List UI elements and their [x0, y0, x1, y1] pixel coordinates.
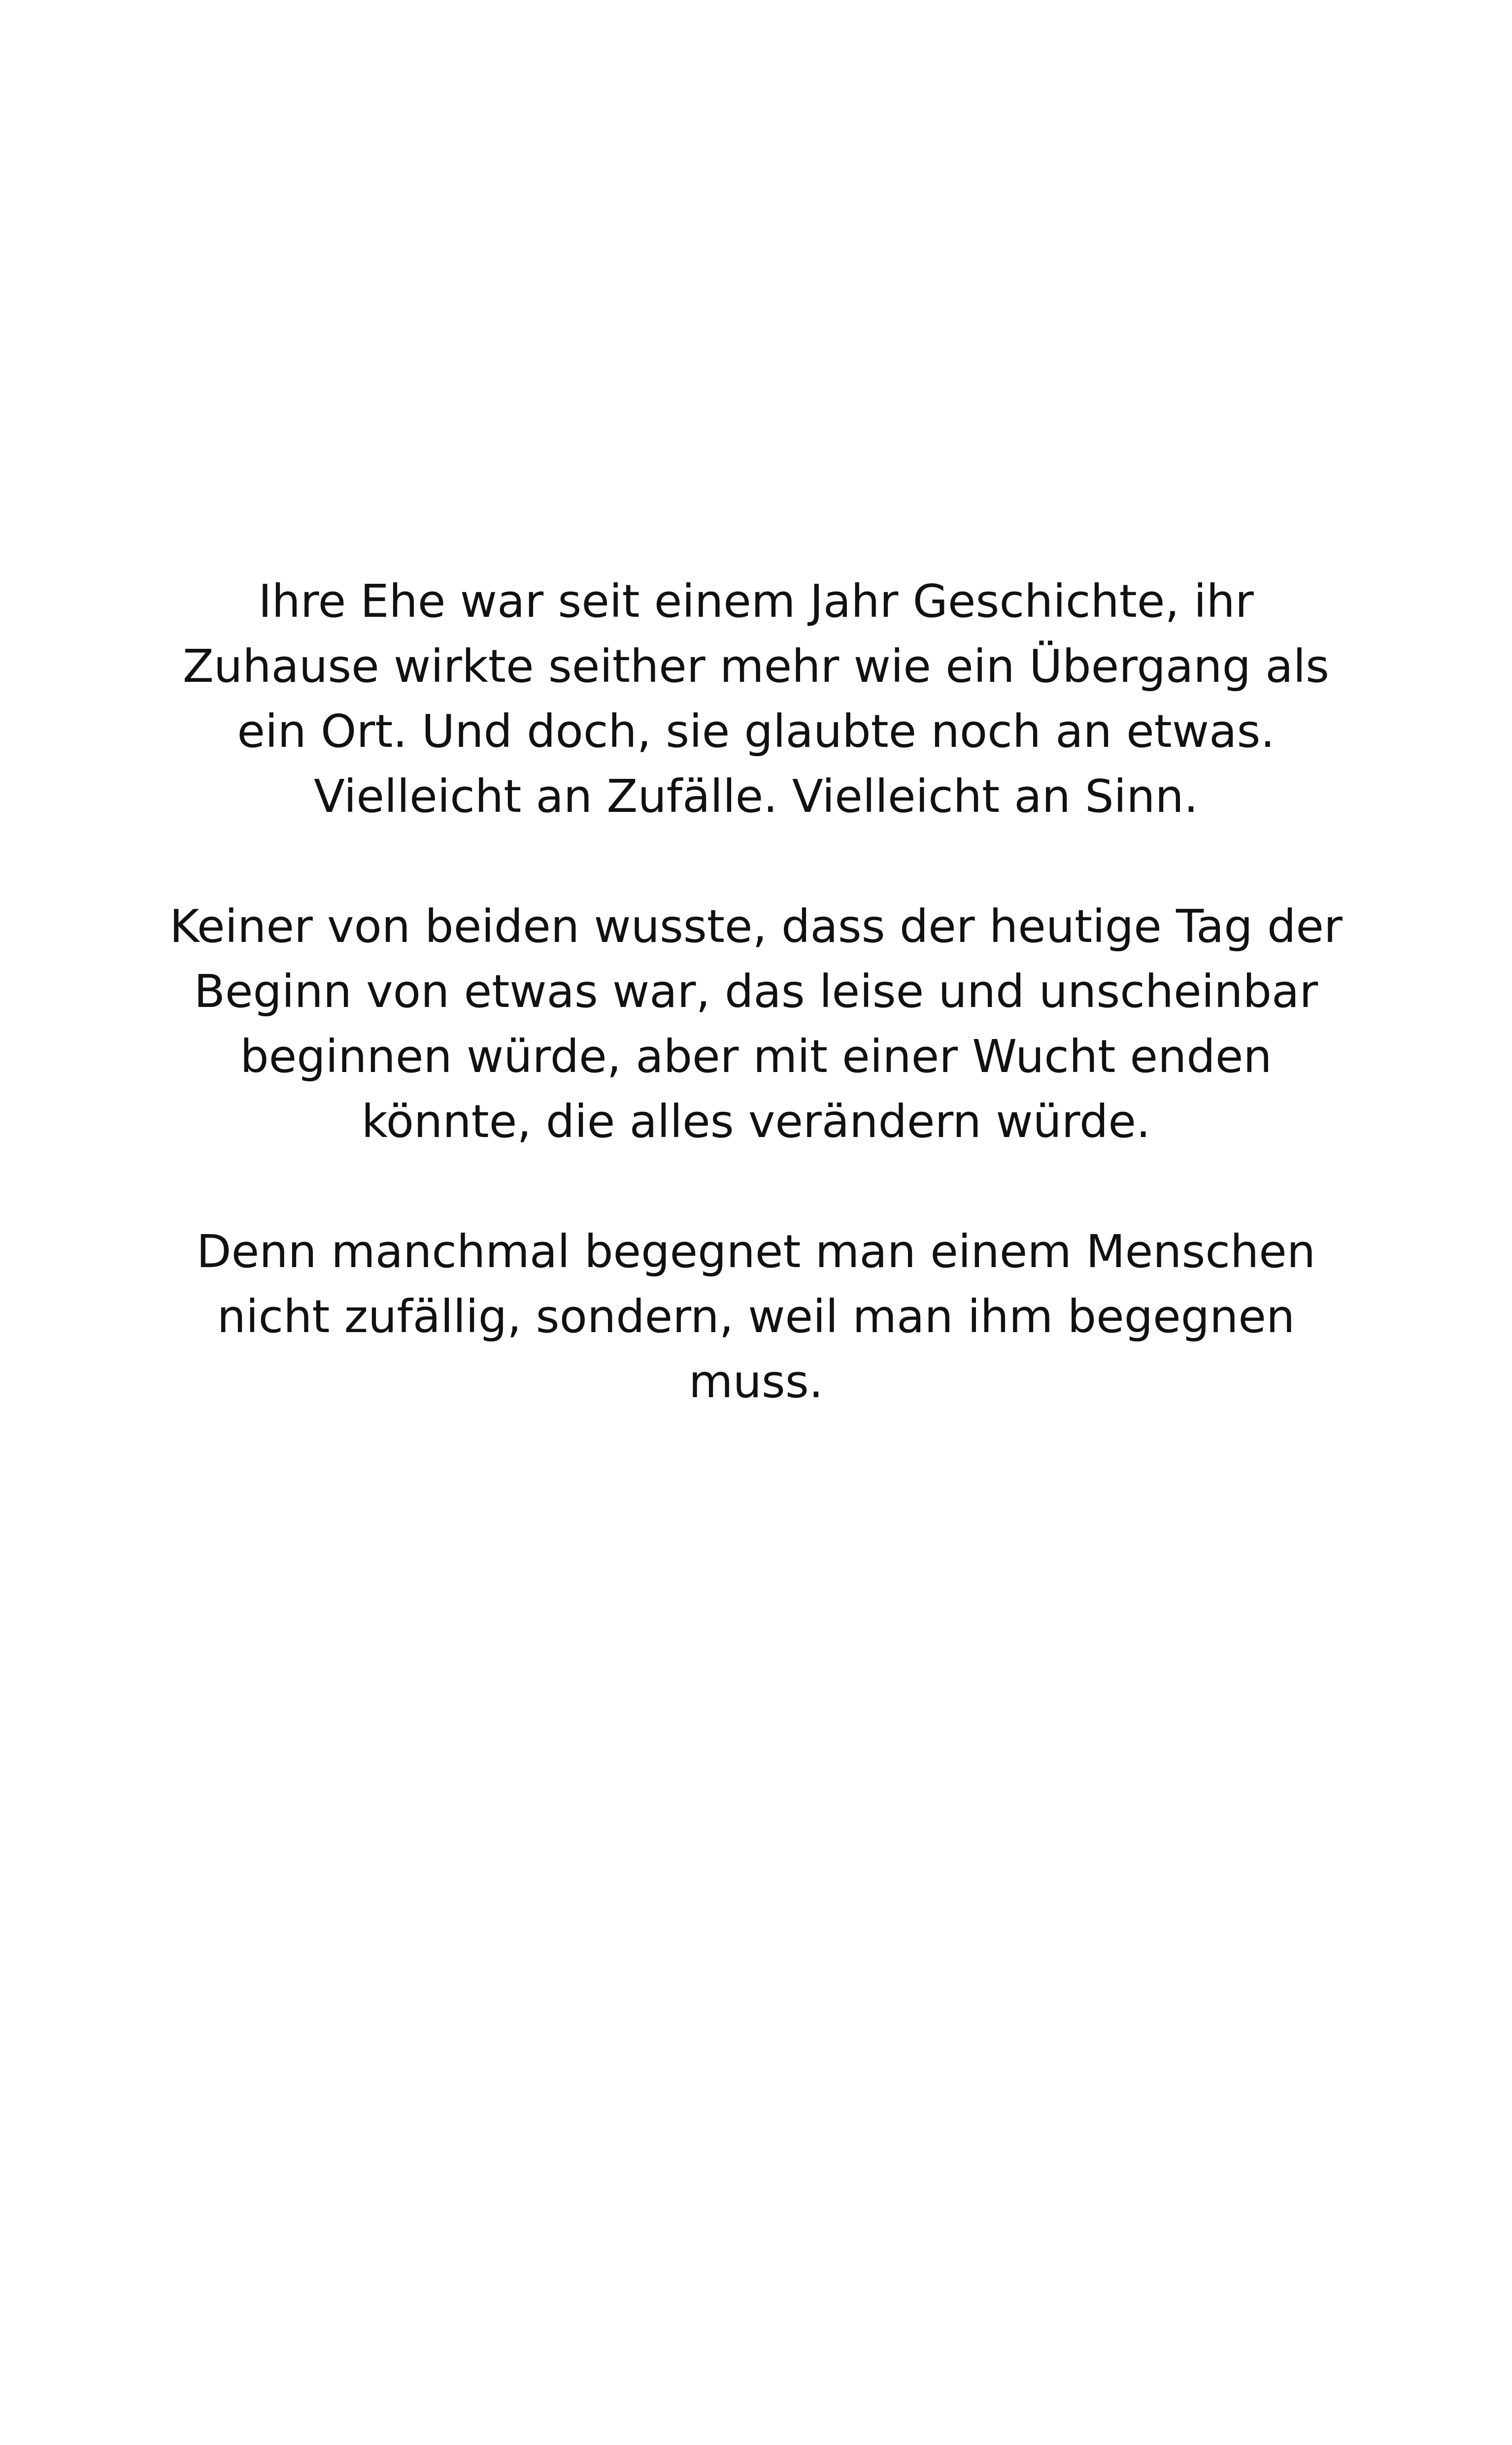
paragraph-line: Beginn von etwas war, das leise und unscheinbar — [194, 965, 1318, 1018]
paragraph-line: Ihre Ehe war seit einem Jahr Geschichte, ihr — [258, 575, 1254, 628]
paragraph-line: Keiner von beiden wusste, dass der heutige Tag der — [169, 900, 1343, 953]
text-block — [148, 569, 1364, 1414]
paragraph-line: Vielleicht an Zufälle. Vielleicht an Sinn. — [313, 770, 1199, 823]
paragraph-3 — [148, 1219, 1364, 1414]
paragraph-1 — [148, 569, 1364, 829]
paragraph-line: beginnen würde, aber mit einer Wucht enden — [240, 1030, 1272, 1083]
paragraph-line: könnte, die alles verändern würde. — [361, 1095, 1151, 1148]
paragraph-line: muss. — [688, 1355, 824, 1408]
paragraph-line: nicht zufällig, sondern, weil man ihm begegnen — [217, 1290, 1295, 1343]
paragraph-2 — [148, 894, 1364, 1154]
paragraph-line: ein Ort. Und doch, sie glaubte noch an etwas. — [237, 705, 1275, 758]
paragraph-line: Denn manchmal begegnet man einem Menschen — [196, 1225, 1316, 1278]
paragraph-line: Zuhause wirkte seither mehr wie ein Übergang als — [182, 640, 1330, 693]
